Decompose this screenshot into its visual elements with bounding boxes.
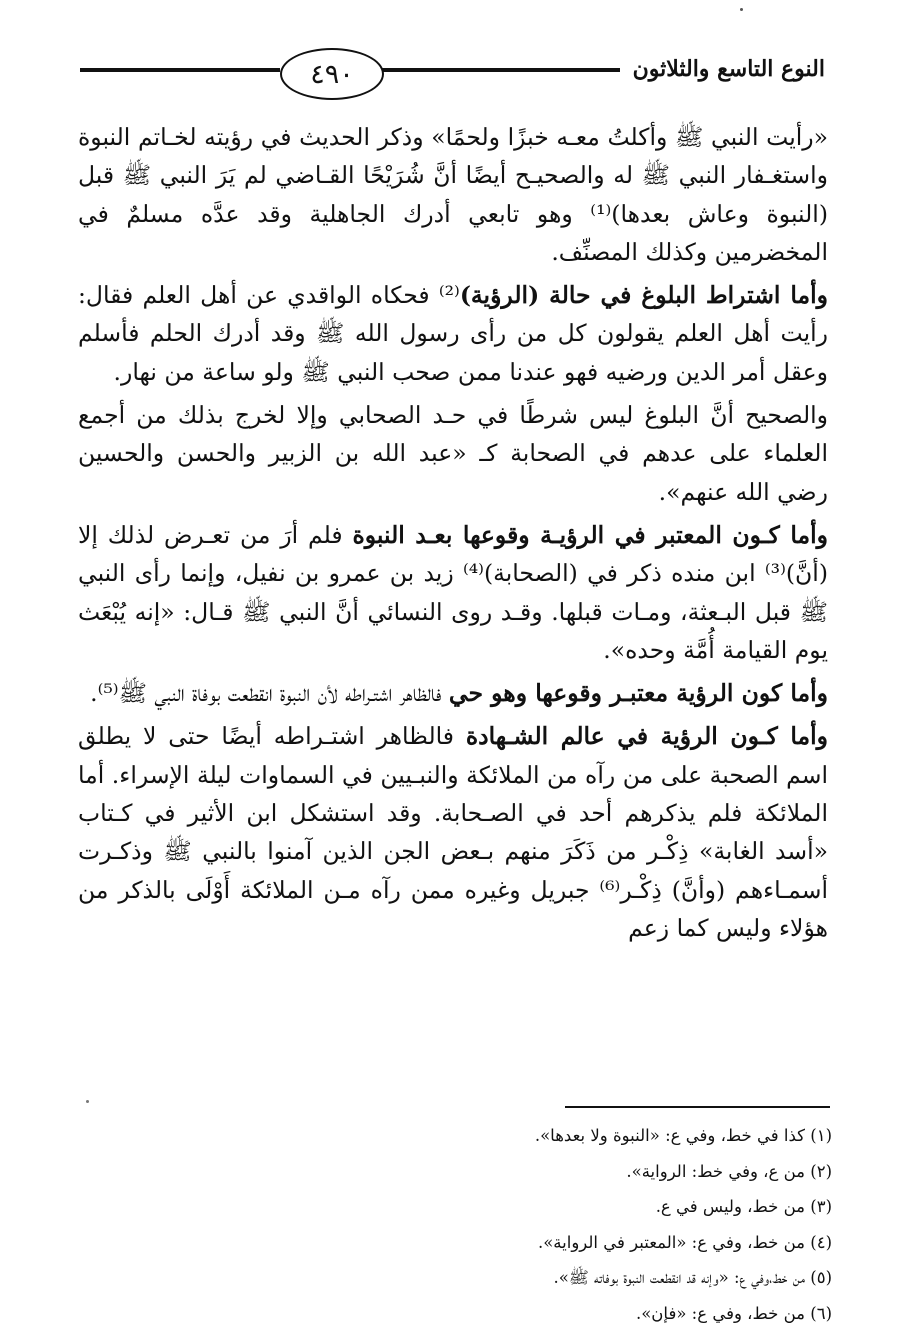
footnote-5: (٥) من خط،وفي ع: «وإنه قد انقطعت النبوة بوفاته ﷺ».: [553, 1268, 832, 1287]
paragraph-text: «رأيت النبي ﷺ وأكلتُ معـه خبزًا ولحمًا» وذكر الحديث في رؤيته لخـاتم النبوة واستغـفار النبي ﷺ له والصحيـح أيضًا أنَّ شُرَيْحًا القـاضي لم يَرَ النبي ﷺ قبل (النبوة وعاش بعدها)⁽¹⁾ وهو تابعي أدرك الجاهلية وقد عدَّه مسلمٌ في المخضرمين وكذلك المصنِّف.: [78, 123, 828, 266]
scan-speck: [740, 8, 743, 11]
paragraph-lead: وأما كون الرؤية معتبـر وقوعها وهو حي: [448, 679, 828, 708]
paragraph-text: فالظاهر اشتـراطه أيضًا حتى لا يطلق اسم الصحبة على من رآه من الملائكة والنبـيين في السماوات ليلة الإسراء. أما الملائكة فلم يذكرهم أحد في الصـحابة. وقد استشكل ابن الأثير في كـتاب «أسد الغابة» ذِكْـر من ذَكَرَ منهم بـعض الجن الذين آمنوا بالنبي ﷺ وذكـرت أسمـاءهم (وأنَّ) ذِكْـر⁽⁶⁾ جبريل وغيره ممن رآه مـن الملائكة أَوْلَى بالذكر من هؤلاء وليس كما زعم: [78, 722, 828, 942]
paragraph: [78, 516, 828, 669]
paragraph-lead: وأما كـون المعتبر في الرؤيـة وقوعها بعـد النبوة: [352, 520, 828, 549]
paragraph-text: فالظاهر اشتـراطه لأن النبوة انقطعت بوفاة النبي ﷺ⁽⁵⁾.: [90, 679, 449, 708]
paragraph: [78, 276, 828, 391]
paragraph: [78, 396, 828, 511]
footnote-3: (٣) من خط، وليس في ع.: [655, 1197, 832, 1216]
scan-speck: [86, 1100, 89, 1103]
title-end-rule: [575, 68, 615, 72]
footnote-6: (٦) من خط، وفي ع: «فإن».: [635, 1303, 832, 1323]
page-number: ٤٩٠: [280, 48, 384, 100]
paragraph: [78, 674, 828, 712]
paragraph: [78, 118, 828, 271]
main-text: [78, 118, 828, 952]
footnote-1: (١) كذا في خط، وفي ع: «النبوة ولا بعدها».: [534, 1126, 832, 1145]
footnote-4: (٤) من خط، وفي ع: «المعتبر في الرواية».: [537, 1232, 832, 1252]
footnote-divider: [565, 1106, 830, 1108]
chapter-title-text: النوع التاسع والثلاثون: [632, 56, 825, 82]
footnote-2: (٢) من ع، وفي خط: الرواية».: [626, 1161, 832, 1181]
paragraph-text: ⁽²⁾ فحكاه الواقدي عن أهل العلم فقال: رأيت أهل العلم يقولون كل من رأى رسول الله ﷺ وقد أدرك الحلم فأسلم وعقل أمر الدين ورضيه فهو عندنا ممن صحب النبي ﷺ ولو ساعة من نهار.: [78, 281, 828, 386]
paragraph-lead: وأما اشتراط البلوغ في حالة (الرؤية): [459, 281, 828, 310]
paragraph: [78, 717, 828, 947]
paragraph-text: فلم أرَ من تعـرض لذلك إلا (أنَّ)⁽³⁾ ابن منده ذكر في (الصحابة)⁽⁴⁾ زيد بن عمرو بن نفيل، وإنما رأى النبي ﷺ قبل البـعثة، ومـات قبلها. وقـد روى النسائي أنَّ النبي ﷺ قـال: «إنه يُبْعَث يوم القيامة أُمَّة وحده».: [78, 520, 828, 664]
paragraph-text: والصحيح أنَّ البلوغ ليس شرطًا في حـد الصحابي وإلا لخرج بذلك من أجمع العلماء على عدهم في الصحابة كـ «عبد الله بن الزبير والحسن والحسين رضي الله عنهم».: [78, 401, 828, 506]
chapter-title: [80, 56, 825, 82]
paragraph-lead: وأما كـون الرؤية في عالم الشـهادة: [465, 722, 828, 751]
page-header: [80, 40, 830, 110]
footnotes: [460, 1118, 832, 1331]
